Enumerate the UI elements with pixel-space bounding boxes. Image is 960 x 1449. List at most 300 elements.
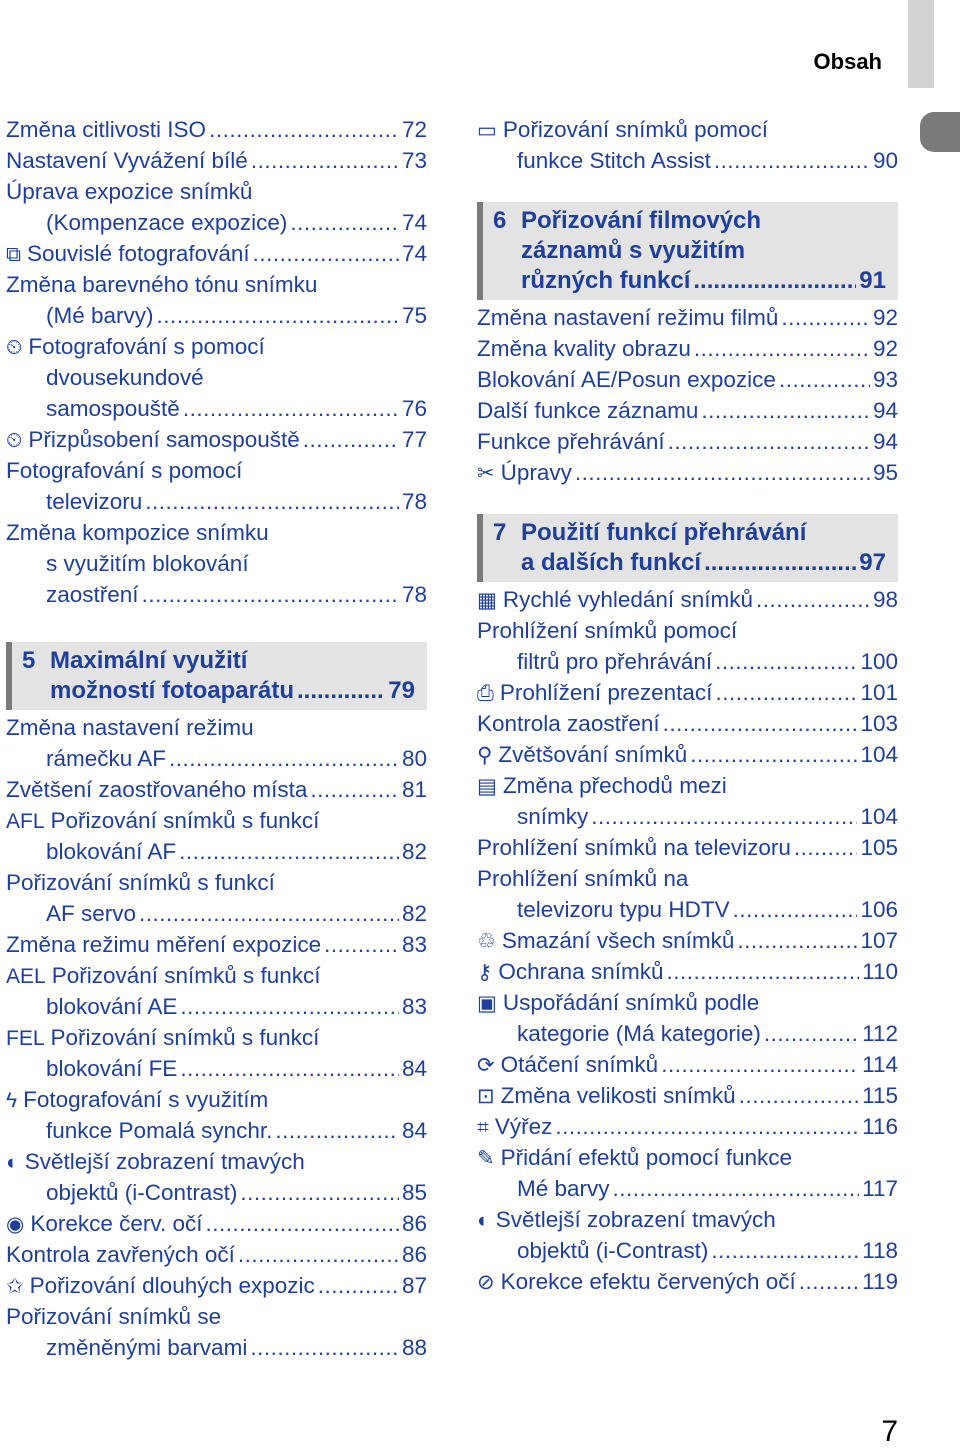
toc-entry[interactable] bbox=[6, 1301, 427, 1363]
leader-dots bbox=[794, 832, 858, 863]
toc-entry-text: Změna velikosti snímků bbox=[500, 1083, 736, 1108]
toc-entry-text: Korekce efektu červených očí bbox=[500, 1269, 796, 1294]
chapter-title-line: možností fotoaparátu bbox=[50, 677, 294, 704]
toc-line bbox=[477, 145, 898, 176]
protect-key-icon: ⚷ bbox=[477, 961, 493, 984]
leader-dots bbox=[275, 1115, 399, 1146]
toc-entry[interactable] bbox=[6, 269, 427, 331]
toc-line bbox=[6, 1239, 427, 1270]
toc-entry-text: Změna nastavení režimu filmů bbox=[477, 305, 779, 330]
toc-entry-text: Prohlížení snímků pomocí bbox=[477, 618, 738, 643]
leader-dots bbox=[711, 1235, 859, 1266]
chapter-page: 91 bbox=[859, 267, 886, 294]
toc-entry[interactable] bbox=[6, 424, 427, 455]
toc-entry[interactable] bbox=[6, 145, 427, 176]
toc-page-number: 119 bbox=[862, 1269, 898, 1294]
toc-line bbox=[477, 615, 898, 646]
toc-entry-text: s využitím blokování bbox=[46, 551, 249, 576]
toc-line bbox=[477, 894, 898, 925]
long-exposure-icon: ✩ bbox=[6, 1275, 24, 1298]
leader-dots bbox=[303, 424, 399, 455]
toc-line bbox=[6, 1084, 427, 1115]
toc-entry[interactable] bbox=[6, 1022, 427, 1084]
toc-line bbox=[477, 1204, 898, 1235]
leader-dots bbox=[157, 300, 399, 331]
toc-entry-text: Mé barvy bbox=[517, 1176, 610, 1201]
toc-entry-text: Zvětšení zaostřovaného místa bbox=[6, 777, 308, 802]
toc-entry-text: Přizpůsobení samospouště bbox=[28, 427, 300, 452]
toc-entry-text: Korekce červ. očí bbox=[30, 1211, 203, 1236]
toc-entry[interactable] bbox=[6, 176, 427, 238]
toc-page-number: 83 bbox=[401, 994, 427, 1019]
leader-dots bbox=[704, 548, 856, 578]
leader-dots bbox=[756, 584, 870, 615]
chapter-title-line: záznamů s využitím bbox=[521, 237, 746, 264]
toc-line bbox=[6, 898, 427, 929]
toc-entry-text: Fotografování s pomocí bbox=[28, 334, 265, 359]
toc-entry-text: Kontrola zavřených očí bbox=[6, 1242, 235, 1267]
toc-entry[interactable] bbox=[477, 584, 898, 615]
chapter-page: 79 bbox=[388, 677, 415, 704]
toc-page-number: 110 bbox=[862, 959, 898, 984]
toc-line bbox=[6, 548, 427, 579]
af-lock-icon: AFL bbox=[6, 810, 45, 833]
toc-entry-text: samospouště bbox=[46, 396, 180, 421]
toc-entry-text: Změna barevného tónu snímku bbox=[6, 272, 318, 297]
leader-dots bbox=[253, 238, 399, 269]
leader-dots bbox=[290, 207, 399, 238]
toc-entry[interactable] bbox=[477, 1049, 898, 1080]
toc-line bbox=[6, 1270, 427, 1301]
toc-page-number: 74 bbox=[401, 210, 427, 235]
toc-entry-text: Přidání efektů pomocí funkce bbox=[500, 1145, 793, 1170]
toc-entry-text: Úpravy bbox=[500, 460, 572, 485]
header-title: Obsah bbox=[813, 49, 882, 74]
toc-line bbox=[6, 712, 427, 743]
toc-group bbox=[6, 114, 427, 610]
toc-line bbox=[477, 1049, 898, 1080]
leader-dots bbox=[297, 676, 385, 706]
toc-page-number: 92 bbox=[872, 336, 898, 361]
toc-entry-text: zaostření bbox=[46, 582, 139, 607]
continuous-shooting-icon: ⧉ bbox=[6, 243, 21, 266]
toc-entry[interactable] bbox=[6, 929, 427, 960]
toc-entry[interactable] bbox=[6, 774, 427, 805]
toc-entry-text: Prohlížení snímků na bbox=[477, 866, 689, 891]
toc-line bbox=[477, 863, 898, 894]
toc-entry[interactable] bbox=[477, 677, 898, 708]
toc-page-number: 103 bbox=[860, 711, 898, 736]
custom-timer-icon: ⏲ bbox=[6, 429, 23, 452]
toc-page-number: 87 bbox=[401, 1273, 427, 1298]
toc-entry-text: rámečku AF bbox=[46, 746, 167, 771]
toc-page-number: 105 bbox=[860, 835, 898, 860]
leader-dots bbox=[693, 266, 856, 296]
toc-line bbox=[6, 774, 427, 805]
toc-entry-text: Změna přechodů mezi bbox=[502, 773, 727, 798]
toc-entry[interactable] bbox=[477, 426, 898, 457]
toc-line bbox=[477, 770, 898, 801]
toc-line bbox=[477, 1018, 898, 1049]
red-eye-correction-icon: ◉ bbox=[6, 1213, 25, 1236]
toc-line bbox=[477, 925, 898, 956]
toc-entry-text: Fotografování s pomocí bbox=[6, 458, 243, 483]
toc-entry[interactable] bbox=[6, 867, 427, 929]
toc-entry-text: Prohlížení snímků na televizoru bbox=[477, 835, 791, 860]
toc-entry-text: Pořizování snímků se bbox=[6, 1304, 222, 1329]
toc-entry-text: Pořizování snímků s funkcí bbox=[51, 963, 321, 988]
leader-dots bbox=[701, 395, 870, 426]
toc-page-number: 80 bbox=[401, 746, 427, 771]
chapter-title-line: Pořizování filmových bbox=[521, 207, 762, 234]
toc-entry[interactable] bbox=[477, 708, 898, 739]
toc-entry[interactable] bbox=[6, 1146, 427, 1208]
toc-entry-text: Smazání všech snímků bbox=[501, 928, 735, 953]
toc-page-number: 85 bbox=[401, 1180, 427, 1205]
toc-page-number: 118 bbox=[862, 1238, 898, 1263]
toc-entry-text: objektů (i-Contrast) bbox=[517, 1238, 709, 1263]
toc-entry-text: Pořizování dlouhých expozic bbox=[29, 1273, 315, 1298]
toc-entry[interactable] bbox=[477, 739, 898, 770]
toc-entry[interactable] bbox=[477, 1142, 898, 1204]
toc-page-number: 117 bbox=[862, 1176, 898, 1201]
toc-line bbox=[6, 238, 427, 269]
toc-entry-text: funkce Stitch Assist bbox=[517, 148, 711, 173]
toc-line bbox=[6, 269, 427, 300]
toc-page-number: 74 bbox=[401, 241, 427, 266]
toc-entry[interactable] bbox=[6, 1084, 427, 1146]
transition-icon: ▤ bbox=[477, 775, 497, 798]
toc-entry[interactable] bbox=[6, 114, 427, 145]
toc-line bbox=[477, 457, 898, 488]
toc-entry[interactable] bbox=[6, 238, 427, 269]
leader-dots bbox=[663, 708, 858, 739]
chapter-number: 7 bbox=[493, 519, 507, 546]
toc-line bbox=[477, 801, 898, 832]
leader-dots bbox=[715, 646, 857, 677]
toc-entry-text: změněnými barvami bbox=[46, 1335, 248, 1360]
toc-line bbox=[6, 486, 427, 517]
toc-entry-text: Souvislé fotografování bbox=[27, 241, 250, 266]
toc-entry[interactable] bbox=[6, 1270, 427, 1301]
toc-line bbox=[477, 1111, 898, 1142]
leader-dots bbox=[613, 1173, 860, 1204]
toc-line bbox=[477, 956, 898, 987]
resize-icon: ⊡ bbox=[477, 1085, 495, 1108]
toc-entry[interactable] bbox=[477, 333, 898, 364]
magnify-icon: ⚲ bbox=[477, 744, 493, 767]
toc-line bbox=[6, 424, 427, 455]
toc-entry-text: Otáčení snímků bbox=[500, 1052, 659, 1077]
toc-line bbox=[477, 584, 898, 615]
leader-dots bbox=[591, 801, 857, 832]
toc-page-number: 77 bbox=[401, 427, 427, 452]
toc-entry[interactable] bbox=[477, 1266, 898, 1297]
toc-entry-text: Úprava expozice snímků bbox=[6, 179, 253, 204]
toc-page-number: 82 bbox=[401, 839, 427, 864]
leader-dots bbox=[661, 1049, 859, 1080]
toc-line bbox=[477, 1266, 898, 1297]
toc-page-number: 92 bbox=[872, 305, 898, 330]
leader-dots bbox=[715, 677, 857, 708]
fe-lock-icon: FEL bbox=[6, 1027, 45, 1050]
toc-page-number: 101 bbox=[860, 680, 898, 705]
toc-entry[interactable] bbox=[477, 1204, 898, 1266]
toc-entry[interactable] bbox=[6, 517, 427, 610]
toc-entry-text: snímky bbox=[517, 804, 589, 829]
chapter-page: 97 bbox=[859, 549, 886, 576]
toc-line bbox=[6, 836, 427, 867]
chapter-number: 5 bbox=[22, 647, 36, 674]
toc-entry-text: blokování AF bbox=[46, 839, 177, 864]
toc-line bbox=[6, 517, 427, 548]
leader-dots bbox=[180, 991, 399, 1022]
toc-line bbox=[477, 302, 898, 333]
toc-right-column bbox=[477, 114, 898, 1297]
toc-line bbox=[6, 1146, 427, 1177]
toc-entry[interactable] bbox=[6, 1208, 427, 1239]
toc-line bbox=[477, 677, 898, 708]
toc-line bbox=[6, 805, 427, 836]
toc-entry-text: (Kompenzace expozice) bbox=[46, 210, 288, 235]
chapter-5-heading[interactable] bbox=[6, 642, 427, 710]
toc-line bbox=[477, 1080, 898, 1111]
leader-dots bbox=[209, 114, 399, 145]
toc-group bbox=[477, 302, 898, 488]
index-jump-icon: ▦ bbox=[477, 589, 497, 612]
toc-page-number: 90 bbox=[872, 148, 898, 173]
toc-page-number: 75 bbox=[401, 303, 427, 328]
toc-page-number: 112 bbox=[862, 1021, 898, 1046]
toc-entry-text: objektů (i-Contrast) bbox=[46, 1180, 238, 1205]
toc-entry[interactable] bbox=[477, 925, 898, 956]
rotate-icon: ⟳ bbox=[477, 1054, 495, 1077]
toc-line bbox=[477, 395, 898, 426]
toc-entry[interactable] bbox=[477, 395, 898, 426]
toc-line bbox=[477, 1142, 898, 1173]
toc-line bbox=[477, 987, 898, 1018]
toc-line bbox=[6, 1053, 427, 1084]
toc-page-number: 86 bbox=[401, 1211, 427, 1236]
toc-group bbox=[6, 712, 427, 1363]
toc-line bbox=[6, 929, 427, 960]
toc-line bbox=[6, 176, 427, 207]
my-colors-icon: ✎ bbox=[477, 1147, 495, 1170]
toc-entry-text: funkce Pomalá synchr. bbox=[46, 1118, 273, 1143]
toc-page-number: 73 bbox=[401, 148, 427, 173]
leader-dots bbox=[139, 898, 399, 929]
chapter-side-tab bbox=[920, 112, 960, 152]
toc-entry[interactable] bbox=[477, 1111, 898, 1142]
toc-entry[interactable] bbox=[477, 832, 898, 863]
chapter-title-line: Použití funkcí přehrávání bbox=[521, 519, 807, 546]
leader-dots bbox=[145, 486, 399, 517]
toc-line bbox=[477, 832, 898, 863]
toc-page-number: 82 bbox=[401, 901, 427, 926]
toc-entry-text: Rychlé vyhledání snímků bbox=[502, 587, 753, 612]
toc-page-number: 115 bbox=[862, 1083, 898, 1108]
toc-page-number: 78 bbox=[401, 582, 427, 607]
leader-dots bbox=[142, 579, 399, 610]
toc-line bbox=[6, 1177, 427, 1208]
leader-dots bbox=[737, 925, 857, 956]
toc-entry[interactable] bbox=[477, 457, 898, 488]
toc-page-number: 94 bbox=[872, 398, 898, 423]
toc-entry-text: Další funkce záznamu bbox=[477, 398, 699, 423]
toc-page-number: 106 bbox=[860, 897, 898, 922]
toc-entry-text: Uspořádání snímků podle bbox=[502, 990, 760, 1015]
leader-dots bbox=[781, 302, 870, 333]
leader-dots bbox=[733, 894, 858, 925]
toc-entry[interactable] bbox=[477, 114, 898, 176]
toc-entry[interactable] bbox=[477, 956, 898, 987]
toc-line bbox=[477, 1235, 898, 1266]
toc-line bbox=[477, 364, 898, 395]
toc-entry[interactable] bbox=[6, 331, 427, 424]
toc-page-number: 88 bbox=[401, 1335, 427, 1360]
chapter-title-line: Maximální využití bbox=[50, 647, 248, 674]
toc-entry[interactable] bbox=[6, 455, 427, 517]
scissors-icon: ✂ bbox=[477, 462, 495, 485]
leader-dots bbox=[179, 836, 399, 867]
leader-dots bbox=[324, 929, 399, 960]
toc-page-number: 84 bbox=[401, 1056, 427, 1081]
toc-entry-text: Pořizování snímků pomocí bbox=[502, 117, 768, 142]
page-edge-tab bbox=[908, 0, 934, 88]
toc-line bbox=[6, 145, 427, 176]
toc-page-number: 116 bbox=[862, 1114, 898, 1139]
toc-page-number: 86 bbox=[401, 1242, 427, 1267]
toc-line bbox=[477, 333, 898, 364]
toc-line bbox=[6, 207, 427, 238]
i-contrast-icon: ◐ bbox=[477, 1209, 490, 1232]
toc-page-number: 72 bbox=[401, 117, 427, 142]
leader-dots bbox=[318, 1270, 399, 1301]
toc-page-number: 98 bbox=[872, 587, 898, 612]
chapter-title-line: a dalších funkcí bbox=[521, 549, 702, 576]
toc-line bbox=[477, 114, 898, 145]
toc-line bbox=[6, 114, 427, 145]
toc-page-number: 83 bbox=[401, 932, 427, 957]
toc-entry-text: filtrů pro přehrávání bbox=[517, 649, 713, 674]
toc-line bbox=[477, 646, 898, 677]
toc-line bbox=[6, 1115, 427, 1146]
stitch-assist-icon: ▭ bbox=[477, 119, 497, 142]
leader-dots bbox=[205, 1208, 398, 1239]
leader-dots bbox=[310, 774, 399, 805]
toc-left-column bbox=[6, 114, 427, 1363]
toc-line bbox=[6, 300, 427, 331]
toc-entry-text: Funkce přehrávání bbox=[477, 429, 665, 454]
toc-line bbox=[6, 455, 427, 486]
toc-entry-text: Změna citlivosti ISO bbox=[6, 117, 207, 142]
toc-entry-text: Prohlížení prezentací bbox=[499, 680, 713, 705]
toc-entry-text: Ochrana snímků bbox=[498, 959, 664, 984]
toc-entry-text: kategorie (Má kategorie) bbox=[517, 1021, 761, 1046]
toc-entry-text: Výřez bbox=[494, 1114, 553, 1139]
leader-dots bbox=[764, 1018, 859, 1049]
toc-entry-text: AF servo bbox=[46, 901, 137, 926]
leader-dots bbox=[739, 1080, 859, 1111]
toc-line bbox=[6, 331, 427, 362]
toc-entry-text: Fotografování s využitím bbox=[23, 1087, 269, 1112]
slow-sync-flash-icon: ϟ bbox=[6, 1089, 18, 1112]
toc-entry-text: televizoru bbox=[46, 489, 143, 514]
toc-page-number: 84 bbox=[401, 1118, 427, 1143]
toc-entry-text: Pořizování snímků s funkcí bbox=[50, 1025, 320, 1050]
toc-entry[interactable] bbox=[477, 987, 898, 1049]
toc-line bbox=[6, 867, 427, 898]
leader-dots bbox=[169, 743, 399, 774]
toc-entry[interactable] bbox=[6, 805, 427, 867]
toc-entry[interactable] bbox=[477, 364, 898, 395]
toc-entry[interactable] bbox=[6, 1239, 427, 1270]
toc-entry-text: Zvětšování snímků bbox=[498, 742, 688, 767]
toc-page-number: 93 bbox=[872, 367, 898, 392]
leader-dots bbox=[714, 145, 870, 176]
toc-page-number: 95 bbox=[872, 460, 898, 485]
toc-line bbox=[6, 1022, 427, 1053]
toc-line bbox=[477, 1173, 898, 1204]
page-number: 7 bbox=[881, 1415, 898, 1448]
toc-line bbox=[6, 579, 427, 610]
toc-entry-text: Změna režimu měření expozice bbox=[6, 932, 322, 957]
toc-page-number: 114 bbox=[862, 1052, 898, 1077]
leader-dots bbox=[668, 426, 870, 457]
toc-page-number: 81 bbox=[401, 777, 427, 802]
toc-line bbox=[6, 1208, 427, 1239]
toc-entry-text: (Mé barvy) bbox=[46, 303, 154, 328]
leader-dots bbox=[666, 956, 859, 987]
toc-line bbox=[6, 1301, 427, 1332]
i-contrast-icon: ◐ bbox=[6, 1151, 19, 1174]
toc-entry-text: Pořizování snímků s funkcí bbox=[6, 870, 275, 895]
toc-line bbox=[477, 708, 898, 739]
chapter-7-heading[interactable] bbox=[477, 514, 898, 582]
toc-line bbox=[6, 393, 427, 424]
toc-group bbox=[477, 114, 898, 176]
toc-entry-text: dvousekundové bbox=[46, 365, 204, 390]
my-category-icon: ▣ bbox=[477, 992, 497, 1015]
toc-line bbox=[6, 960, 427, 991]
leader-dots bbox=[183, 393, 399, 424]
toc-entry[interactable] bbox=[6, 712, 427, 774]
slideshow-icon: ⎙ bbox=[477, 682, 494, 705]
leader-dots bbox=[238, 1239, 399, 1270]
toc-entry[interactable] bbox=[6, 960, 427, 1022]
leader-dots bbox=[180, 1053, 399, 1084]
toc-entry[interactable] bbox=[477, 302, 898, 333]
toc-entry[interactable] bbox=[477, 770, 898, 832]
chapter-6-heading[interactable] bbox=[477, 202, 898, 300]
toc-entry-text: televizoru typu HDTV bbox=[517, 897, 730, 922]
toc-entry-text: Nastavení Vyvážení bílé bbox=[6, 148, 248, 173]
leader-dots bbox=[250, 1332, 399, 1363]
toc-entry-text: Pořizování snímků s funkcí bbox=[50, 808, 320, 833]
toc-entry[interactable] bbox=[477, 863, 898, 925]
toc-entry[interactable] bbox=[477, 615, 898, 677]
toc-entry-text: Změna kompozice snímku bbox=[6, 520, 269, 545]
toc-entry[interactable] bbox=[477, 1080, 898, 1111]
toc-page-number: 100 bbox=[860, 649, 898, 674]
leader-dots bbox=[799, 1266, 859, 1297]
toc-page-number: 78 bbox=[401, 489, 427, 514]
toc-page-number: 76 bbox=[401, 396, 427, 421]
leader-dots bbox=[779, 364, 870, 395]
toc-line bbox=[477, 426, 898, 457]
toc-entry-text: Změna nastavení režimu bbox=[6, 715, 254, 740]
chapter-number: 6 bbox=[493, 207, 507, 234]
